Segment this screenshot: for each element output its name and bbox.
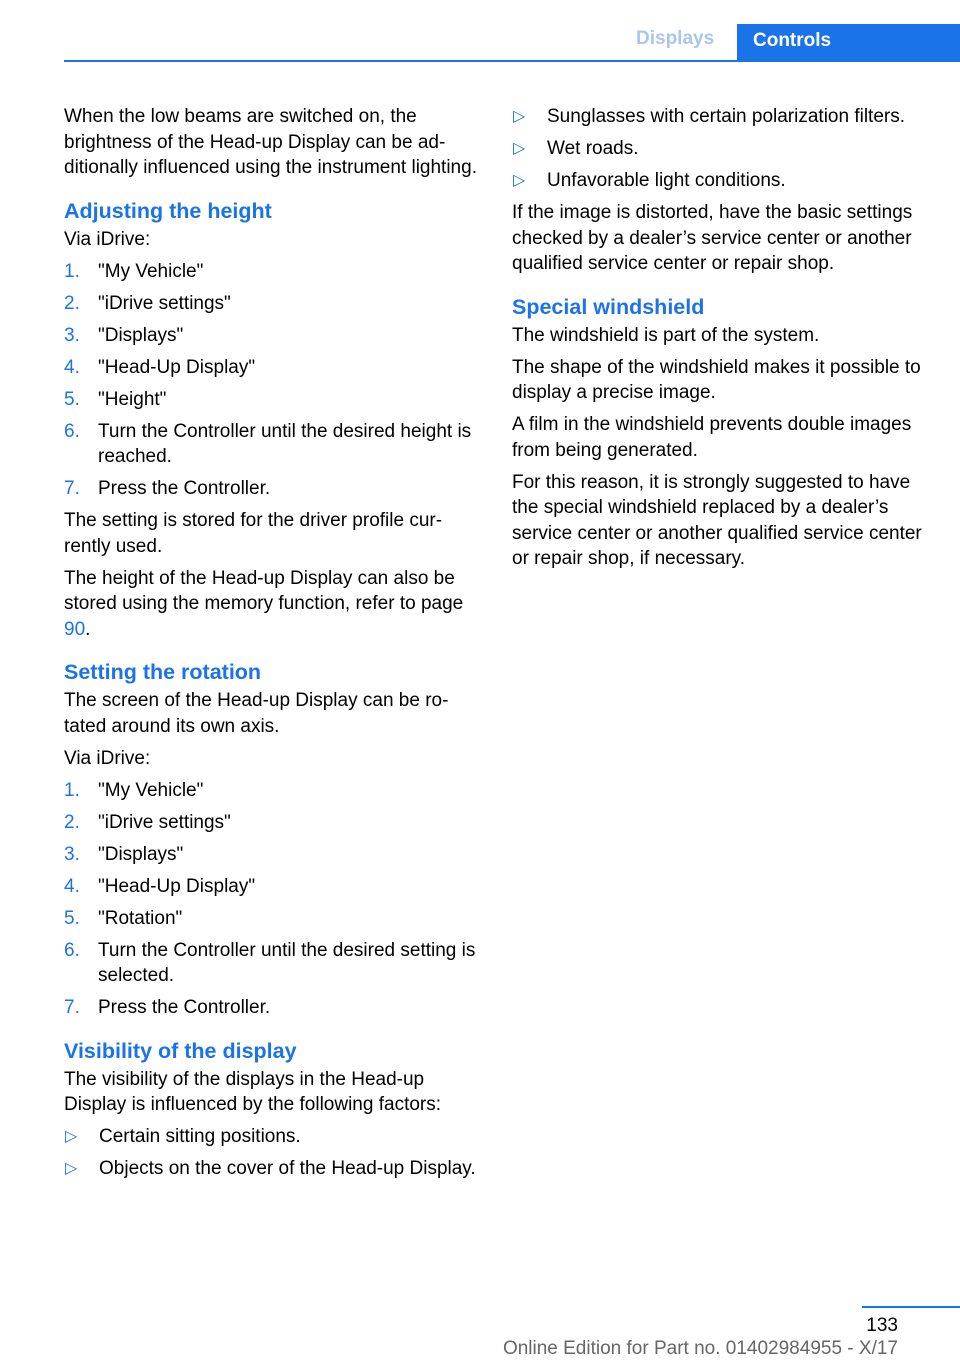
header-section[interactable]: Displays [636,28,715,49]
windshield-paragraph: A film in the windshield prevents double images from being generated. [512,414,912,461]
triangle-bullet-icon: ▷ [513,140,526,157]
list-item: 2. "iDrive settings" [64,810,482,836]
step-text: "iDrive settings" [98,292,231,314]
via-idrive-label: Via iDrive: [64,747,151,769]
list-item: 7. Press the Controller. [64,995,482,1021]
edition-footer: Online Edition for Part no. 01402984955 - X/17 [502,1338,898,1359]
step-text: "My Vehicle" [98,779,204,801]
list-item: 2. "iDrive settings" [64,291,482,317]
step-text: "Rotation" [98,907,183,929]
list-item: ▷ Sunglasses with certain polarization filters. [512,104,930,130]
list-item: 4. "Head-Up Display" [64,355,482,381]
triangle-bullet-icon: ▷ [513,108,526,125]
triangle-bullet-icon: ▷ [513,172,526,189]
list-item: 6. Turn the Controller until the desired height is reached. [64,419,482,470]
page-number: 133 [866,1315,898,1336]
visibility-factors-list-continued [512,104,930,194]
right-column [512,104,930,578]
visibility-factors-list [64,1124,482,1182]
list-item: 6. Turn the Controller until the desired setting is selected. [64,938,482,989]
step-text: "iDrive settings" [98,811,231,833]
triangle-bullet-icon: ▷ [65,1160,78,1177]
list-item: 1. "My Vehicle" [64,259,482,285]
via-idrive-label: Via iDrive: [64,228,151,250]
list-item: 1. "My Vehicle" [64,778,482,804]
height-steps-list [64,259,482,502]
list-item: ▷ Objects on the cover of the Head-up Display. [64,1156,482,1182]
windshield-paragraph: The windshield is part of the system. [512,324,820,346]
step-text: Turn the Controller until the desired height is reached. [98,420,472,467]
step-text: "Height" [98,388,167,410]
heading-setting-rotation: Setting the rotation [64,660,262,684]
step-text: "Head-Up Display" [98,356,256,378]
left-column [64,104,482,1188]
list-item: 5. "Rotation" [64,906,482,932]
step-text: Press the Controller. [98,997,271,1018]
list-item: 4. "Head-Up Display" [64,874,482,900]
step-text: "My Vehicle" [98,260,204,282]
rotation-description: The screen of the Head-up Display can be rotated around its own axis. [64,690,449,737]
step-text: "Displays" [98,843,184,865]
visibility-description: The visibility of the displays in the Head-up Display is influenced by the following factors: [64,1068,442,1115]
rotation-steps-list [64,778,482,1021]
stored-paragraph: The setting is stored for the driver profile currently used. [64,510,443,557]
windshield-paragraph: The shape of the windshield makes it possible to display a precise image. [512,356,921,403]
windshield-paragraph: For this reason, it is strongly suggested to have the special windshield replaced by a dealer’s service center or another qualified service center or repair shop, if necessary. [512,471,922,569]
triangle-bullet-icon: ▷ [65,1128,78,1145]
memory-paragraph: The height of the Head-up Display can also be stored using the memory function, refer to page 90. [64,567,464,640]
footer-rule [862,1306,960,1308]
step-text: Turn the Controller until the desired setting is selected. [98,939,476,986]
list-item: 7. Press the Controller. [64,476,482,502]
heading-visibility: Visibility of the display [64,1038,297,1063]
list-item: ▷ Unfavorable light conditions. [512,168,930,194]
list-item: ▷ Wet roads. [512,136,930,162]
heading-special-windshield: Special windshield [512,294,705,319]
list-item: 5. "Height" [64,387,482,413]
heading-adjusting-height: Adjusting the height [64,198,272,223]
intro-paragraph: When the low beams are switched on, the brightness of the Head-up Display can be additionally influenced using the instrument lighting. [64,106,477,178]
step-text: "Head-Up Display" [98,875,256,897]
list-item: 3. "Displays" [64,842,482,868]
list-item: 3. "Displays" [64,323,482,349]
step-text: Press the Controller. [98,478,271,499]
step-text: "Displays" [98,324,184,346]
page-reference-link[interactable]: 90 [64,618,86,640]
list-item: ▷ Certain sitting positions. [64,1124,482,1150]
distorted-paragraph: If the image is distorted, have the basic settings checked by a dealer’s service center or another qualified service center or repair shop. [512,202,913,274]
header-chapter-tab[interactable]: Controls [737,24,960,62]
